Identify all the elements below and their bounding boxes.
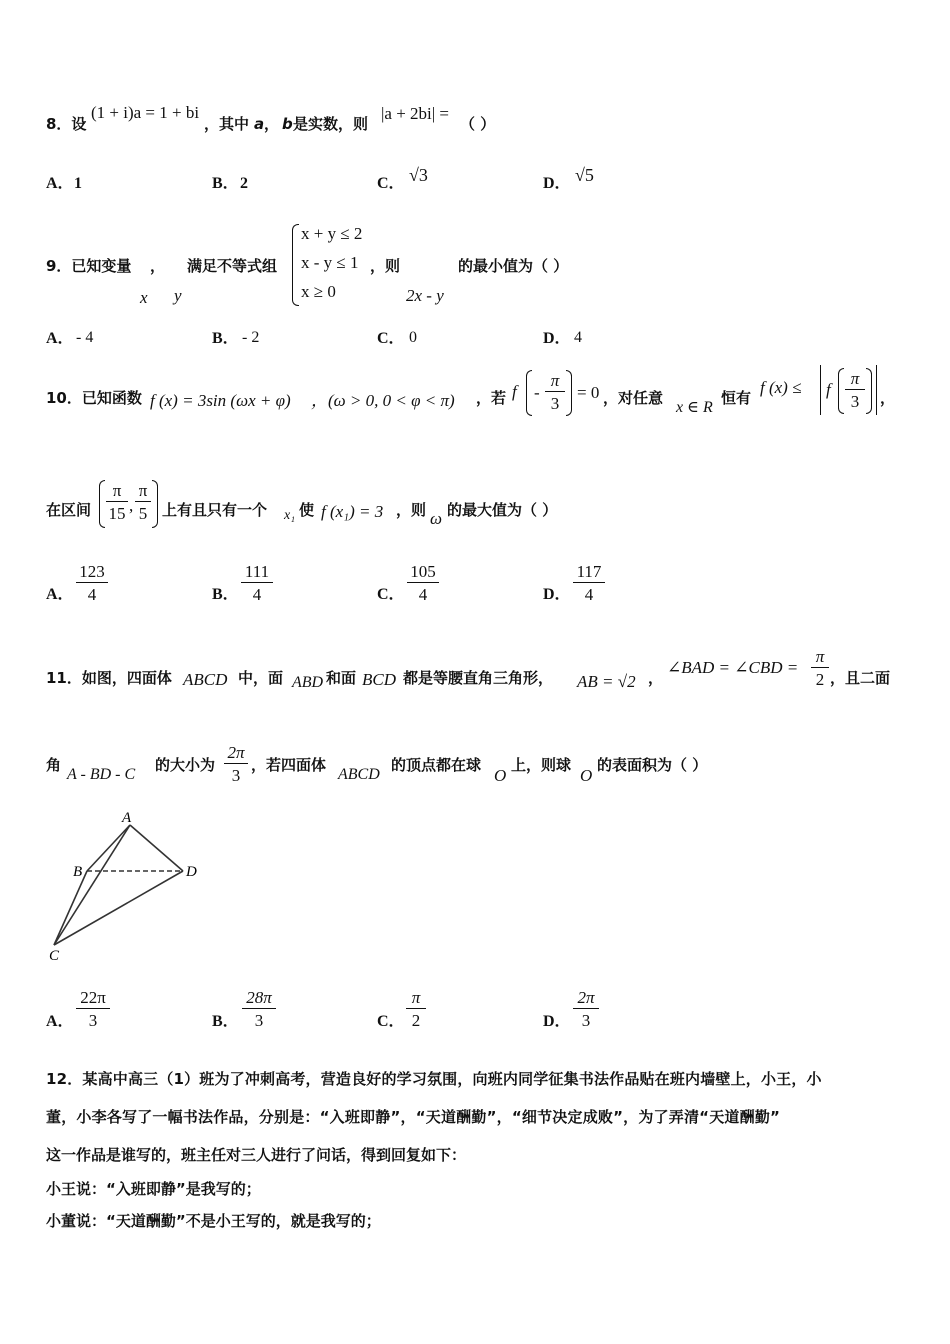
q11-dihedral: A - BD - C [67, 766, 136, 783]
q11-option-c-num: π [406, 989, 426, 1009]
q10-option-d-label: D． [543, 586, 571, 603]
q10-make: 使 [299, 501, 315, 519]
q11-o: O [494, 766, 507, 785]
q11-option-c-den: 2 [411, 1011, 421, 1030]
q11-option-a-label: A． [46, 1013, 74, 1030]
q8-option-d-label: D． [543, 175, 571, 192]
q10-x-in-r: x ∈ R [676, 399, 713, 416]
q9-ineq-3: x ≥ 0 [301, 282, 336, 301]
q8-option-a-value: 1 [74, 175, 82, 192]
q11-frac-den: 2 [815, 670, 825, 689]
q11-frac2-num: 2π [224, 744, 248, 764]
edge-ab [87, 825, 130, 871]
q10-int-paren-right [152, 480, 158, 528]
q11-frac-pi2 [811, 648, 829, 688]
q11-option-a-num: 22π [76, 989, 110, 1009]
q9-option-d-value: 4 [574, 329, 582, 346]
q10-frac2-pi3 [845, 370, 865, 410]
q10-frac-num: π [545, 372, 565, 392]
q10-int-frac2-num: π [135, 482, 151, 502]
q9-option-b-value: - 2 [242, 329, 260, 346]
q10-only-one: 上有且只有一个 [162, 501, 268, 519]
q11-frac2-den: 3 [231, 766, 241, 785]
q11-text-6: 的顶点都在球 [391, 756, 482, 774]
q11-frac-num: π [811, 648, 829, 668]
vertex-label-a: A [122, 810, 132, 826]
q9-option-a-label: A． [46, 330, 74, 347]
q10-int-frac1-num: π [106, 482, 128, 502]
tetrahedron-figure [40, 800, 220, 970]
vertex-label-d: D [186, 864, 197, 880]
q8-option-a-label: A． [46, 175, 74, 192]
q11-abcd-2: ABCD [338, 766, 380, 783]
q11-text-7: 上，则球 [511, 756, 572, 774]
q11-text-8: 的表面积为（ ） [597, 756, 708, 774]
q11-text-3: 都是等腰直角三角形， [403, 669, 554, 687]
q10-frac2-num: π [845, 370, 865, 390]
q8-number: 8．设 [46, 115, 87, 133]
q11-option-d-label: D． [543, 1013, 571, 1030]
q10-comma: ， [880, 389, 896, 407]
q10-option-a-frac [76, 563, 108, 603]
q10-option-b-label: B． [212, 586, 239, 603]
q8-text-real: 是实数，则 [293, 115, 369, 133]
q9-option-a-value: - 4 [76, 329, 94, 346]
q9-ineq-1: x + y ≤ 2 [301, 224, 363, 243]
q10-omega: ω [430, 509, 443, 528]
q10-frac-pi3 [545, 372, 565, 412]
q10-abs-right [876, 365, 877, 415]
q11-option-d-frac [573, 989, 599, 1029]
q12-line-4: 小王说：“入班即静”是我写的； [46, 1180, 261, 1198]
q11-option-d-num: 2π [573, 989, 599, 1009]
q9-system-brace [292, 224, 299, 306]
q11-angles: ∠BAD = ∠CBD = [667, 658, 799, 677]
q11-option-b-den: 3 [254, 1011, 264, 1030]
q10-option-b-num: 111 [241, 563, 273, 583]
q9-cond-text: 满足不等式组 [187, 257, 278, 275]
q11-size-text: 的大小为 [155, 756, 216, 774]
q10-f2: f [826, 380, 831, 399]
q9-option-c-value: 0 [409, 329, 417, 346]
q11-text-5: ，若四面体 [251, 756, 327, 774]
q8-abs-expr: |a + 2bi| = [381, 104, 449, 123]
vertex-label-c: C [49, 948, 60, 964]
q10-fx1: f (x₁) = 3 [321, 502, 384, 521]
q11-option-b-label: B． [212, 1013, 239, 1030]
q10-int-sep: , [129, 496, 134, 515]
q10-option-a-den: 4 [87, 585, 97, 604]
q8-text: ，其中 [204, 115, 250, 133]
q8-option-d-value: √5 [575, 165, 594, 185]
q11-frac-2pi3 [224, 744, 248, 784]
q11-ab: AB = √2 [577, 672, 636, 691]
q11-option-d-den: 3 [581, 1011, 591, 1030]
q12-line-1: 12．某高中高三（1）班为了冲刺高考，营造良好的学习氛围，向班内同学征集书法作品贴在班内墙壁上，小王，小 [46, 1070, 822, 1088]
q8-option-c-value: √3 [409, 165, 428, 185]
q11-abd: ABD [292, 674, 324, 691]
q10-option-a-num: 123 [76, 563, 108, 583]
q10-int-frac2 [135, 482, 151, 522]
q10-option-d-num: 117 [573, 563, 605, 583]
vertex-label-b: B [73, 864, 83, 880]
q10-max: 的最大值为（ ） [447, 501, 558, 519]
q8-comma: ， [264, 115, 280, 133]
q10-eq0: = 0 [577, 383, 600, 402]
q12-line-2: 董，小李各写了一幅书法作品，分别是：“入班即静”，“天道酬勤”，“细节决定成败”，为了弄清“天道酬勤” [46, 1108, 781, 1126]
q11-text-1: 中，面 [238, 669, 284, 687]
q8-var-a: a [254, 115, 265, 133]
q10-option-c-frac [407, 563, 439, 603]
q9-comma: ， [150, 257, 166, 275]
q8-option-b-value: 2 [240, 175, 248, 192]
q11-option-a-den: 3 [88, 1011, 98, 1030]
edge-bc [54, 871, 87, 945]
edge-ad [130, 825, 183, 871]
q9-var-y: y [174, 286, 182, 305]
q10-paren-left [526, 370, 532, 416]
q10-interval-text: 在区间 [46, 501, 92, 519]
q11-text-4: ，且二面 [830, 669, 891, 687]
q10-int-paren-left [99, 480, 105, 528]
q10-if: ，若 [476, 389, 507, 407]
q10-paren2-left [838, 368, 844, 414]
q10-int-frac2-den: 5 [138, 504, 148, 523]
q10-neg: - [534, 383, 540, 402]
q11-o-2: O [580, 766, 593, 785]
q10-then: ，则 [396, 501, 427, 519]
q9-number: 9．已知变量 [46, 257, 132, 275]
edge-ac [54, 825, 130, 945]
q10-number: 10．已知函数 [46, 389, 142, 407]
q10-option-c-den: 4 [418, 585, 428, 604]
q8-var-b: b [282, 115, 293, 133]
q10-f: f [512, 382, 517, 401]
q11-bcd: BCD [362, 670, 396, 689]
q10-abs-left [820, 365, 821, 415]
q11-text-2: 和面 [326, 669, 357, 687]
q9-tail: 的最小值为（ ） [458, 257, 569, 275]
q11-option-b-frac [242, 989, 276, 1029]
q10-frac2-den: 3 [850, 392, 860, 411]
q12-line-5: 小董说：“天道酬勤”不是小王写的，就是我写的； [46, 1212, 381, 1230]
q9-var-x: x [140, 288, 148, 307]
q10-option-b-frac [241, 563, 273, 603]
q9-option-c-label: C． [377, 330, 405, 347]
q8-equation: (1 + i)a = 1 + bi [91, 103, 200, 122]
q10-option-d-den: 4 [584, 585, 594, 604]
q10-option-a-label: A． [46, 586, 74, 603]
q11-option-c-label: C． [377, 1013, 405, 1030]
q11-angle-text: 角 [46, 756, 62, 774]
q10-int-frac1 [106, 482, 128, 522]
q11-comma: ， [648, 669, 664, 687]
q8-option-b-label: B． [212, 175, 239, 192]
q8-option-c-label: C． [377, 175, 405, 192]
q10-any: ，对任意 [603, 389, 664, 407]
q11-option-c-frac [406, 989, 426, 1029]
q10-x1: x₁ [284, 508, 296, 523]
q10-option-c-num: 105 [407, 563, 439, 583]
edge-cd [54, 871, 183, 945]
q10-paren-right [566, 370, 572, 416]
q10-option-d-frac [573, 563, 605, 603]
q10-fx-le: f (x) ≤ [760, 378, 802, 397]
q10-paren2-right [866, 368, 872, 414]
q10-frac-den: 3 [550, 394, 560, 413]
q11-number: 11．如图，四面体 [46, 669, 172, 687]
q10-function: f (x) = 3sin (ωx + φ) [150, 391, 291, 410]
q10-option-b-den: 4 [252, 585, 262, 604]
q10-option-c-label: C． [377, 586, 405, 603]
q11-option-a-frac [76, 989, 110, 1029]
q9-expr: 2x - y [406, 286, 444, 305]
q12-line-3: 这一作品是谁写的，班主任对三人进行了问话，得到回复如下： [46, 1146, 467, 1164]
q9-ineq-2: x - y ≤ 1 [301, 253, 359, 272]
q9-then: ，则 [370, 257, 401, 275]
q10-int-frac1-den: 15 [108, 504, 126, 523]
q9-option-d-label: D． [543, 330, 571, 347]
q8-paren: （ ） [460, 115, 496, 133]
q9-option-b-label: B． [212, 330, 239, 347]
q10-always: 恒有 [721, 389, 752, 407]
q11-option-b-num: 28π [242, 989, 276, 1009]
q10-condition: ，(ω > 0, 0 < φ < π) [311, 391, 455, 410]
q11-abcd: ABCD [183, 670, 228, 689]
